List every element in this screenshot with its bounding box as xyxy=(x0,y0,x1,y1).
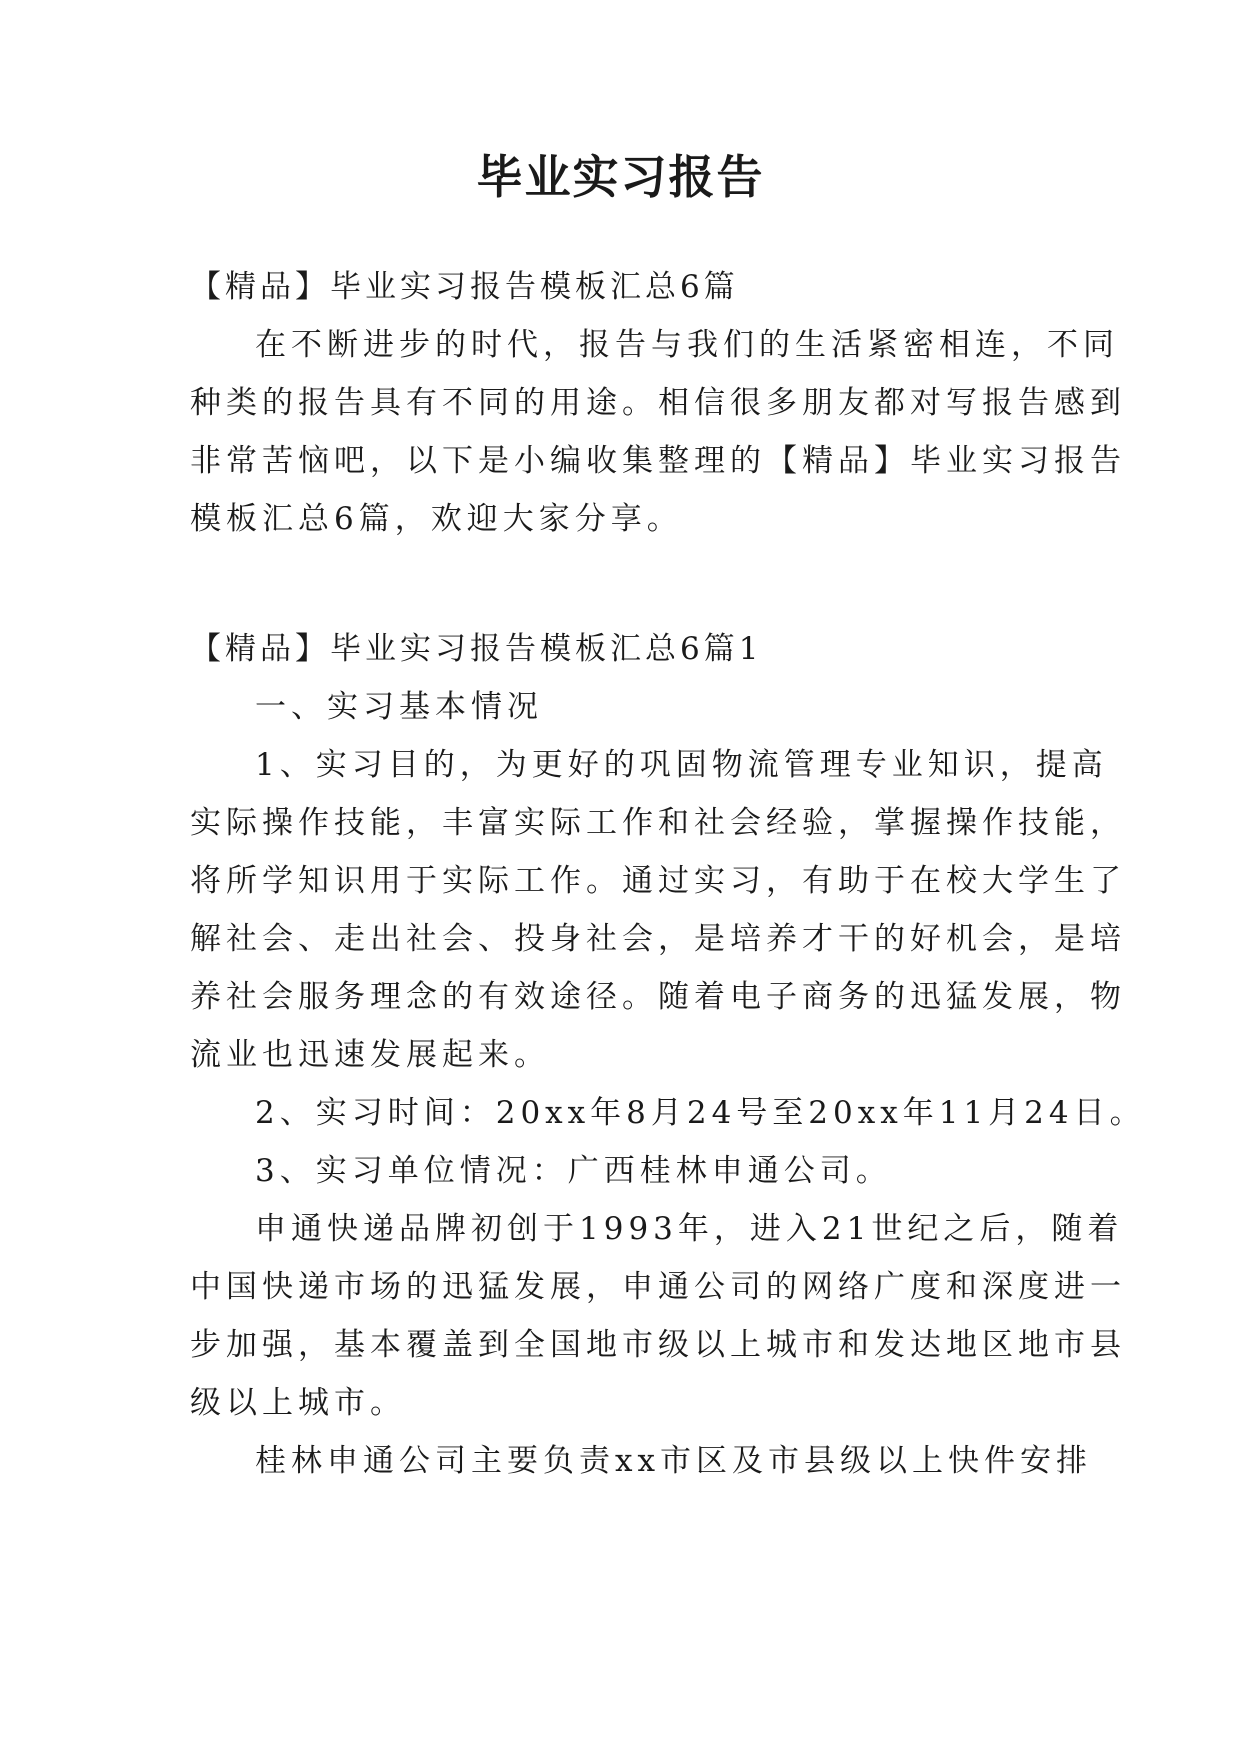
p1-line-6: 流业也迅速发展起来。 xyxy=(190,1037,550,1073)
p1-line-5: 养社会服务理念的有效途径。随着电子商务的迅猛发展，物 xyxy=(190,979,1126,1015)
intro-line-2: 种类的报告具有不同的用途。相信很多朋友都对写报告感到 xyxy=(190,385,1126,421)
p4-line-3: 步加强，基本覆盖到全国地市级以上城市和发达地区地市县 xyxy=(190,1327,1126,1363)
p4-line-4: 级以上城市。 xyxy=(190,1385,406,1421)
p1-line-3: 将所学知识用于实际工作。通过实习，有助于在校大学生了 xyxy=(190,863,1126,899)
intro-line-1: 在不断进步的时代，报告与我们的生活紧密相连，不同 xyxy=(255,327,1119,363)
p1-line-4: 解社会、走出社会、投身社会，是培养才干的好机会，是培 xyxy=(190,921,1126,957)
intro-line-3: 非常苦恼吧，以下是小编收集整理的【精品】毕业实习报告 xyxy=(190,443,1126,479)
p2-line: 2、实习时间：20xx年8月24号至20xx年11月24日。 xyxy=(255,1095,1146,1131)
p1-line-2: 实际操作技能，丰富实际工作和社会经验，掌握操作技能， xyxy=(190,805,1126,841)
section-1-subheading: 一、实习基本情况 xyxy=(255,689,543,725)
p1-line-1: 1、实习目的，为更好的巩固物流管理专业知识，提高 xyxy=(255,747,1108,783)
intro-section xyxy=(190,258,1126,548)
intro-line-4: 模板汇总6篇，欢迎大家分享。 xyxy=(190,501,683,537)
section-1 xyxy=(190,620,1146,1490)
section-1-heading: 【精品】毕业实习报告模板汇总6篇1 xyxy=(190,631,763,667)
p5-line-1: 桂林申通公司主要负责xx市区及市县级以上快件安排 xyxy=(255,1443,1092,1479)
intro-heading: 【精品】毕业实习报告模板汇总6篇 xyxy=(190,269,739,305)
p3-line: 3、实习单位情况：广西桂林申通公司。 xyxy=(255,1153,892,1189)
p4-line-2: 中国快递市场的迅猛发展，申通公司的网络广度和深度进一 xyxy=(190,1269,1126,1305)
p4-line-1: 申通快递品牌初创于1993年，进入21世纪之后，随着 xyxy=(255,1211,1124,1247)
document-title: 毕业实习报告 xyxy=(476,150,765,204)
